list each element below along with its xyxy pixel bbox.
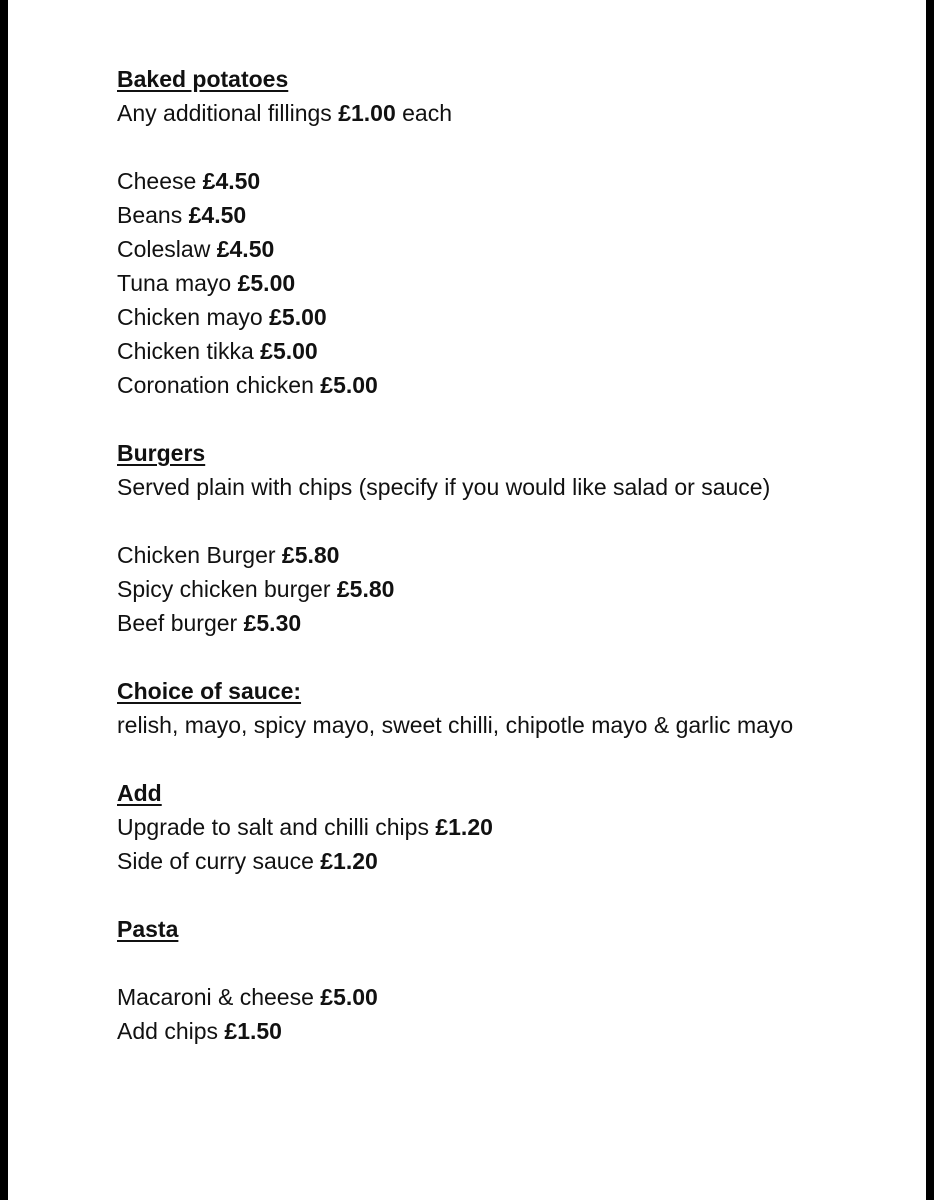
item-name: Coronation chicken — [117, 372, 314, 398]
item-name: Add chips — [117, 1018, 219, 1044]
section-heading-baked-potatoes: Baked potatoes — [117, 66, 289, 92]
item-name: Side of curry sauce — [117, 848, 314, 874]
item-price: £1.20 — [435, 814, 493, 840]
menu-item — [117, 232, 837, 266]
section-heading-burgers: Burgers — [117, 440, 206, 466]
spacer — [117, 640, 837, 674]
menu-item — [117, 810, 837, 844]
menu-item — [117, 300, 837, 334]
menu-item — [117, 334, 837, 368]
item-price: £4.50 — [188, 202, 247, 228]
item-name: Chicken mayo — [117, 304, 263, 330]
menu-item — [117, 606, 837, 640]
menu-item — [117, 980, 837, 1014]
menu-item — [117, 368, 837, 402]
item-price: £5.00 — [269, 304, 327, 330]
item-name: Spicy chicken burger — [117, 576, 331, 602]
menu-content — [117, 62, 837, 1048]
note-price: £1.00 — [338, 100, 396, 126]
item-name: Coleslaw — [117, 236, 211, 262]
spacer — [117, 742, 837, 776]
menu-item — [117, 1014, 837, 1048]
item-price: £1.20 — [320, 848, 378, 874]
menu-item — [117, 572, 837, 606]
spacer — [117, 130, 837, 164]
item-price: £5.00 — [260, 338, 318, 364]
menu-item — [117, 164, 837, 198]
note-text: Any additional fillings — [117, 100, 332, 126]
spacer — [117, 504, 837, 538]
item-name: Beans — [117, 202, 183, 228]
item-name: Beef burger — [117, 610, 238, 636]
menu-item — [117, 844, 837, 878]
spacer — [117, 946, 837, 980]
item-price: £5.80 — [281, 542, 340, 568]
item-price: £1.50 — [224, 1018, 282, 1044]
baked-potatoes-note — [117, 96, 837, 130]
item-name: Chicken Burger — [117, 542, 276, 568]
burgers-note: Served plain with chips (specify if you would like salad or sauce) — [117, 474, 771, 500]
item-price: £4.50 — [216, 236, 275, 262]
item-price: £5.00 — [320, 984, 378, 1010]
menu-item — [117, 266, 837, 300]
menu-item — [117, 198, 837, 232]
item-name: Upgrade to salt and chilli chips — [117, 814, 429, 840]
item-price: £5.80 — [336, 576, 395, 602]
item-price: £5.00 — [320, 372, 378, 398]
item-name: Tuna mayo — [117, 270, 232, 296]
note-text-suffix: each — [402, 100, 453, 126]
menu-page — [8, 0, 926, 1200]
item-name: Chicken tikka — [117, 338, 254, 364]
item-name: Cheese — [117, 168, 197, 194]
menu-item — [117, 538, 837, 572]
item-price: £5.00 — [237, 270, 296, 296]
sauce-options: relish, mayo, spicy mayo, sweet chilli, chipotle mayo & garlic mayo — [117, 712, 794, 738]
spacer — [117, 402, 837, 436]
item-name: Macaroni & cheese — [117, 984, 314, 1010]
section-heading-pasta: Pasta — [117, 916, 179, 942]
section-heading-choice-of-sauce: Choice of sauce: — [117, 678, 302, 704]
item-price: £4.50 — [202, 168, 261, 194]
item-price: £5.30 — [243, 610, 302, 636]
section-heading-add: Add — [117, 780, 162, 806]
spacer — [117, 878, 837, 912]
